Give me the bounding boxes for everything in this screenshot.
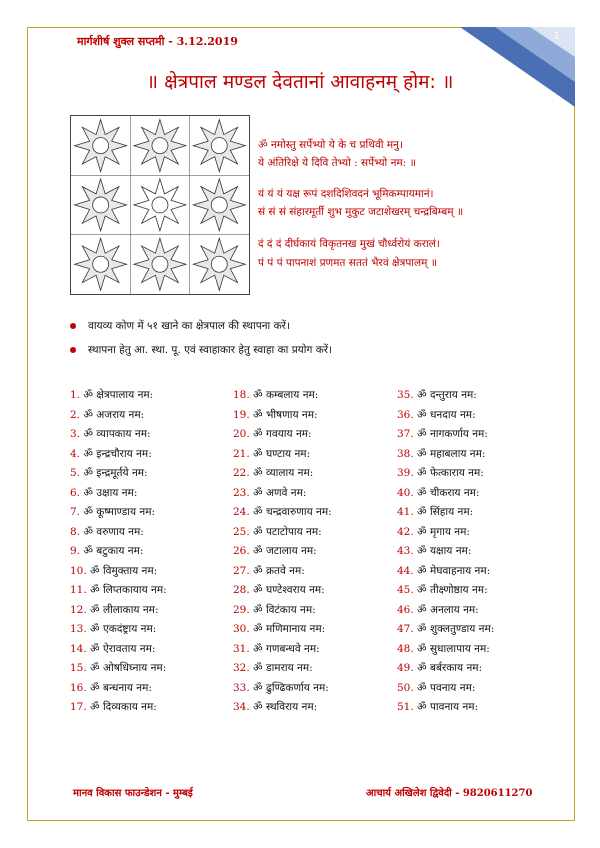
name-list-item: [233, 583, 332, 603]
name-text: ॐ चन्द्रवारुणाय नम:: [253, 506, 332, 518]
name-text: ॐ पटाटोपाय नम:: [253, 525, 322, 538]
name-number: 24.: [233, 506, 250, 518]
name-text: ॐ बटुकाय नम:: [83, 545, 144, 557]
name-number: 5.: [70, 467, 81, 479]
yantra-petal-cell: [134, 238, 186, 290]
instruction-item-2: [70, 343, 332, 357]
instruction-text: वायव्य कोण में ५१ खाने का क्षेत्रपाल की स्थापना करें।: [88, 320, 290, 332]
name-number: 6.: [70, 486, 81, 499]
name-text: ॐ कूष्माण्डाय नम:: [83, 506, 156, 518]
name-list-item: [397, 583, 494, 603]
name-number: 39.: [397, 467, 414, 479]
mantra-line-2: ये अंतिरिक्षे ये दिवि तेभ्यो : सर्पेभ्यो नम: ॥: [258, 157, 416, 169]
name-list-item: [397, 642, 494, 662]
name-text: ॐ स्थविराय नम:: [253, 701, 318, 713]
name-list-item: [233, 408, 332, 428]
name-text: ॐ गणबन्धवे नम:: [253, 642, 320, 655]
footer-organization: मानव विकास फाउन्डेशन - मुम्बई: [73, 788, 193, 799]
name-number: 17.: [70, 701, 87, 713]
name-list-item: [397, 427, 494, 447]
name-number: 9.: [70, 545, 81, 557]
name-text: ॐ उक्षाय नम:: [83, 486, 138, 499]
names-column-2: [233, 388, 332, 720]
name-text: ॐ विटंकाय नम:: [253, 603, 316, 616]
name-text: ॐ ढुण्ढिकर्णाय नम:: [253, 681, 329, 694]
name-number: 38.: [397, 447, 414, 460]
name-list-item: [233, 447, 332, 467]
name-list-item: [397, 525, 494, 545]
name-text: ॐ इन्द्रमूर्तये नम:: [83, 467, 148, 479]
name-list-item: [70, 564, 167, 584]
mantra-line-1: ॐ नमोस्तु सर्पेभ्यो ये के च प्रथिवी मनु।: [258, 139, 403, 151]
page-number: 1: [553, 31, 560, 42]
footer-author: आचार्य अखिलेश द्विवेदी - 9820611270: [366, 788, 533, 799]
name-list-item: [70, 681, 167, 701]
name-number: 44.: [397, 564, 414, 577]
bullet-icon: [70, 323, 76, 329]
name-text: ॐ बर्बरकाय नम:: [417, 662, 483, 674]
mantra-line-5: दं दं दं दीर्घकायं विकृतनख मुखं चौर्ध्वरोयं करालं।: [258, 238, 440, 250]
name-text: ॐ जटालाय नम:: [253, 545, 317, 557]
name-number: 14.: [70, 642, 87, 655]
yantra-petal-cell: [193, 238, 245, 290]
name-list-item: [233, 700, 332, 720]
name-number: 13.: [70, 623, 87, 635]
name-text: ॐ अनलाय नम:: [417, 603, 479, 616]
name-text: ॐ विमुक्ताय नम:: [90, 564, 158, 577]
name-number: 34.: [233, 701, 250, 713]
name-list-item: [397, 408, 494, 428]
name-number: 2.: [70, 408, 81, 421]
name-number: 36.: [397, 408, 414, 421]
name-number: 28.: [233, 584, 250, 596]
name-number: 27.: [233, 564, 250, 577]
name-number: 4.: [70, 447, 81, 460]
name-number: 3.: [70, 428, 81, 440]
name-list-item: [233, 681, 332, 701]
yantra-petal-cell: [75, 238, 127, 290]
mantra-line-3: यं यं यं यक्ष रूपं दशदिशिवदनं भूमिकम्पायमानं।: [258, 188, 434, 200]
name-list-item: [397, 681, 494, 701]
name-text: ॐ मृगाय नम:: [417, 525, 470, 538]
name-text: ॐ दन्तुराय नम:: [417, 389, 477, 401]
name-list-item: [70, 642, 167, 662]
name-text: ॐ अणवे नम:: [253, 486, 307, 499]
name-number: 33.: [233, 681, 250, 694]
name-number: 46.: [397, 603, 414, 616]
name-list-item: [70, 661, 167, 681]
name-list-item: [397, 505, 494, 525]
name-number: 16.: [70, 681, 87, 694]
name-text: ॐ नागकर्णाय नम:: [417, 428, 488, 440]
name-list-item: [70, 583, 167, 603]
name-list-item: [70, 505, 167, 525]
name-text: ॐ सिंहाय नम:: [417, 506, 474, 518]
name-text: ॐ मेघवाहनाय नम:: [417, 564, 491, 577]
name-text: ॐ शुक्लतुण्डाय नम:: [417, 623, 495, 635]
name-list-item: [70, 427, 167, 447]
mantra-line-6: पं पं पं पापनाशं प्रणमत सततं भैरवं क्षेत्रपालम् ॥: [258, 257, 438, 269]
name-text: ॐ व्यापकाय नम:: [83, 428, 151, 440]
name-list-item: [70, 525, 167, 545]
name-list-item: [233, 564, 332, 584]
name-list-item: [233, 622, 332, 642]
name-text: ॐ पवनाय नम:: [417, 681, 476, 694]
name-number: 50.: [397, 681, 414, 694]
name-text: ॐ पावनाय नम:: [417, 701, 479, 713]
name-number: 31.: [233, 642, 250, 655]
name-number: 30.: [233, 623, 250, 635]
yantra-petal-cell: [134, 179, 186, 231]
name-number: 12.: [70, 603, 87, 616]
name-list-item: [70, 603, 167, 623]
name-number: 8.: [70, 525, 81, 538]
name-list-item: [70, 466, 167, 486]
name-list-item: [397, 486, 494, 506]
name-list-item: [233, 466, 332, 486]
name-list-item: [233, 642, 332, 662]
name-list-item: [233, 427, 332, 447]
name-number: 40.: [397, 486, 414, 499]
name-text: ॐ वरुणाय नम:: [83, 525, 144, 538]
name-text: ॐ अजराय नम:: [83, 408, 145, 421]
name-text: ॐ बन्धनाय नम:: [90, 681, 152, 694]
name-text: ॐ क्षेत्रपालाय नम:: [83, 389, 154, 401]
yantra-petal-cell: [193, 179, 245, 231]
name-text: ॐ दिव्यकाय नम:: [90, 701, 157, 713]
name-text: ॐ सुधालापाय नम:: [417, 642, 490, 655]
name-text: ॐ ऐरावताय नम:: [90, 642, 156, 655]
name-list-item: [397, 564, 494, 584]
name-number: 37.: [397, 428, 414, 440]
name-text: ॐ क्रतवे नम:: [253, 564, 305, 577]
name-list-item: [233, 544, 332, 564]
name-list-item: [397, 603, 494, 623]
name-text: ॐ घण्टाय नम:: [253, 447, 311, 460]
name-number: 20.: [233, 428, 250, 440]
name-number: 43.: [397, 545, 414, 557]
name-text: ॐ मणिमानाय नम:: [253, 623, 326, 635]
name-list-item: [397, 622, 494, 642]
name-list-item: [70, 408, 167, 428]
name-list-item: [70, 544, 167, 564]
name-number: 51.: [397, 701, 414, 713]
name-list-item: [397, 661, 494, 681]
name-number: 42.: [397, 525, 414, 538]
name-number: 45.: [397, 584, 414, 596]
name-number: 25.: [233, 525, 250, 538]
name-list-item: [233, 603, 332, 623]
instruction-item-1: [70, 319, 290, 333]
instruction-text: स्थापना हेतु आ. स्था. पू. एवं स्वाहाकार हेतु स्वाहा का प्रयोग करें।: [88, 344, 333, 356]
name-list-item: [233, 525, 332, 545]
name-number: 1.: [70, 389, 81, 401]
yantra-petal-cell: [75, 179, 127, 231]
name-number: 47.: [397, 623, 414, 635]
name-text: ॐ फेत्काराय नम:: [417, 467, 484, 479]
name-number: 21.: [233, 447, 250, 460]
page-title: ॥ क्षेत्रपाल मण्डल देवतानां आवाहनम् होम: ॥: [146, 71, 454, 93]
name-list-item: [70, 486, 167, 506]
name-text: ॐ यक्षाय नम:: [417, 545, 472, 557]
bullet-icon: [70, 347, 76, 353]
name-text: ॐ महाबलाय नम:: [417, 447, 486, 460]
name-text: ॐ एकदंष्ट्राय नम:: [90, 623, 157, 635]
name-number: 32.: [233, 662, 250, 674]
kshetrapal-yantra-image: [70, 115, 250, 295]
name-text: ॐ घण्टेश्वराय नम:: [253, 584, 325, 596]
name-text: ॐ लिप्तकायाय नम:: [90, 584, 167, 596]
yantra-petal-cell: [193, 120, 245, 172]
name-list-item: [397, 466, 494, 486]
name-number: 7.: [70, 506, 81, 518]
name-list-item: [397, 700, 494, 720]
name-text: ॐ इन्द्रचौराय नम:: [83, 447, 152, 460]
name-number: 10.: [70, 564, 87, 577]
yantra-petal-cell: [134, 120, 186, 172]
name-number: 29.: [233, 603, 250, 616]
names-column-1: [70, 388, 167, 720]
name-number: 15.: [70, 662, 87, 674]
name-text: ॐ धनदाय नम:: [417, 408, 476, 421]
name-list-item: [397, 447, 494, 467]
name-number: 11.: [70, 584, 87, 596]
name-text: ॐ तीक्ष्णोष्ठाय नम:: [417, 584, 488, 596]
name-list-item: [233, 661, 332, 681]
name-list-item: [233, 505, 332, 525]
name-number: 19.: [233, 408, 250, 421]
yantra-petal-cell: [75, 120, 127, 172]
name-number: 23.: [233, 486, 250, 499]
name-list-item: [70, 622, 167, 642]
name-list-item: [70, 447, 167, 467]
name-number: 22.: [233, 467, 250, 479]
name-text: ॐ ओषधिघ्नाय नम:: [90, 662, 167, 674]
name-text: ॐ चीकराय नम:: [417, 486, 480, 499]
name-text: ॐ गवयाय नम:: [253, 428, 312, 440]
name-list-item: [70, 700, 167, 720]
names-column-3: [397, 388, 494, 720]
name-number: 48.: [397, 642, 414, 655]
name-number: 18.: [233, 389, 250, 401]
name-text: ॐ भीषणाय नम:: [253, 408, 318, 421]
name-list-item: [397, 544, 494, 564]
name-number: 49.: [397, 662, 414, 674]
header-date: मार्गशीर्ष शुक्ल सप्तमी - 3.12.2019: [77, 35, 238, 48]
name-list-item: [397, 388, 494, 408]
name-text: ॐ कम्बलाय नम:: [253, 389, 319, 401]
name-text: ॐ डामराय नम:: [253, 662, 313, 674]
name-number: 35.: [397, 389, 414, 401]
name-text: ॐ लीलाकाय नम:: [90, 603, 159, 616]
name-list-item: [233, 486, 332, 506]
name-number: 26.: [233, 545, 250, 557]
name-list-item: [70, 388, 167, 408]
mantra-line-4: सं सं सं संहारमूर्ती शुभ मुकुट जटाशेखरम् चन्द्रबिम्बम् ॥: [258, 206, 464, 218]
name-text: ॐ व्यालाय नम:: [253, 467, 314, 479]
name-list-item: [233, 388, 332, 408]
name-number: 41.: [397, 506, 414, 518]
